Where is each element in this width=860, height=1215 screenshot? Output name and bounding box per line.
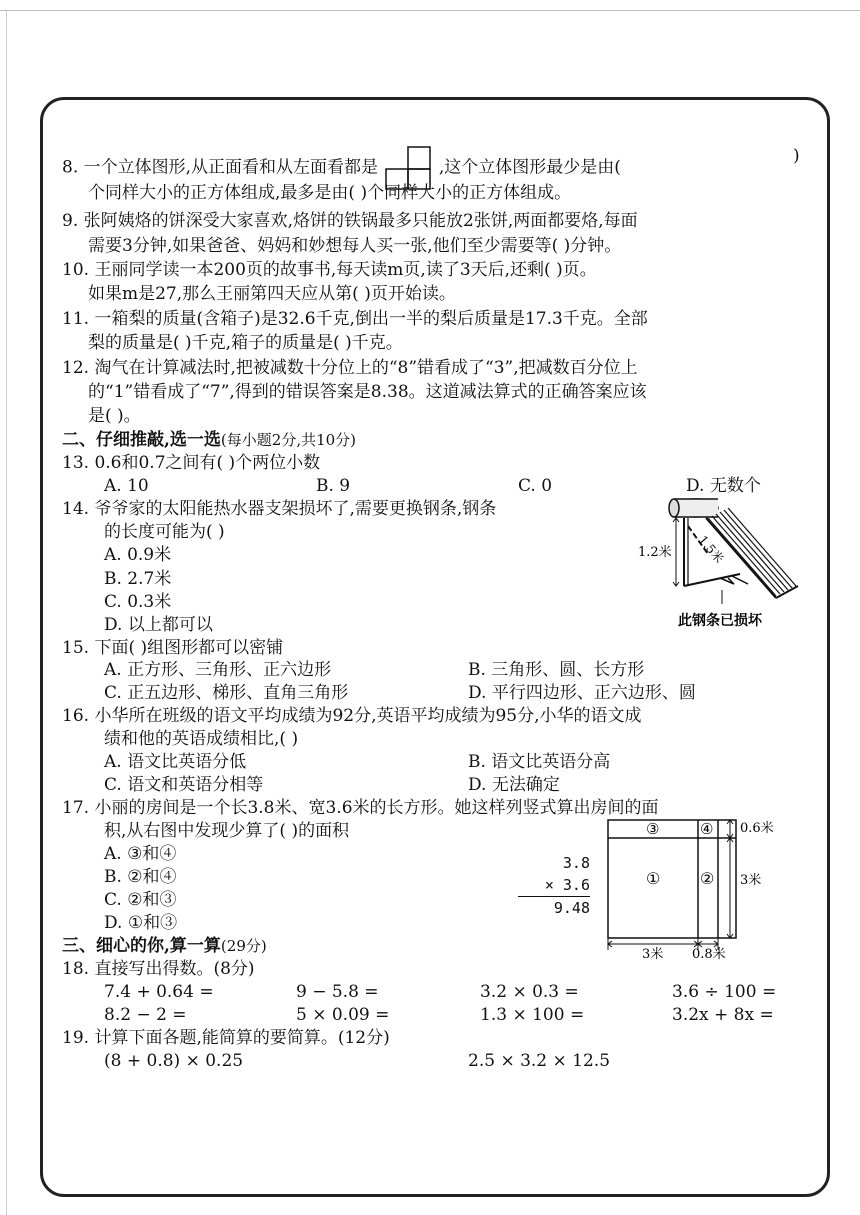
q13-stem: 13. 0.6和0.7之间有( )个两位小数 bbox=[62, 453, 321, 473]
q8-text-a: 8. 一个立体图形,从正面看和从左面看都是 bbox=[62, 157, 379, 178]
q14-option-d: D. 以上都可以 bbox=[104, 615, 213, 635]
section2-score: (每小题2分,共10分) bbox=[220, 431, 357, 449]
q17-vertical-calc bbox=[518, 852, 590, 919]
q13-option-a: A. 10 bbox=[104, 476, 149, 496]
q11-line2: 梨的质量是( )千克,箱子的质量是( )千克。 bbox=[88, 333, 403, 353]
room-area-figure bbox=[600, 812, 800, 960]
section2-title: 二、仔细推敲,选一选 bbox=[62, 430, 221, 450]
q15-option-a: A. 正方形、三角形、正六边形 bbox=[104, 660, 332, 680]
q18-r2-c3: 1.3 × 100 = bbox=[480, 1005, 585, 1025]
dim-bottom-right: 0.8米 bbox=[692, 947, 726, 960]
q13-option-b: B. 9 bbox=[316, 476, 351, 496]
diagonal-label: 1.5米 bbox=[695, 532, 727, 566]
section2-heading bbox=[62, 429, 356, 451]
q16-option-c: C. 语文和英语分相等 bbox=[104, 775, 264, 795]
q17-line2: 积,从右图中发现少算了( )的面积 bbox=[104, 821, 350, 841]
q14-line2: 的长度可能为( ) bbox=[104, 522, 225, 542]
q9-line1: 9. 张阿姨烙的饼深受大家喜欢,烙饼的铁锅最多只能放2张饼,两面都要烙,每面 bbox=[62, 211, 638, 231]
q16-option-d: D. 无法确定 bbox=[468, 775, 560, 795]
q19-item-2: 2.5 × 3.2 × 12.5 bbox=[468, 1051, 611, 1071]
dim-bottom-left: 3米 bbox=[642, 947, 664, 960]
region-3-label: ③ bbox=[646, 820, 660, 838]
calc-top: 3.8 bbox=[562, 854, 590, 872]
q18-r1-c1: 7.4 + 0.64 = bbox=[104, 982, 214, 1002]
q8-text-b: ,这个立体图形最少是由( bbox=[438, 157, 621, 178]
region-2-label: ② bbox=[700, 869, 715, 888]
q14-option-c: C. 0.3米 bbox=[104, 592, 172, 612]
q15-option-d: D. 平行四边形、正六边形、圆 bbox=[468, 683, 696, 703]
q14-option-a: A. 0.9米 bbox=[104, 545, 172, 565]
solar-heater-figure bbox=[636, 494, 806, 634]
q18-r2-c2: 5 × 0.09 = bbox=[296, 1005, 390, 1025]
region-4-label: ④ bbox=[700, 820, 714, 838]
q17-option-d: D. ①和③ bbox=[104, 913, 178, 933]
q16-line1: 16. 小华所在班级的语文平均成绩为92分,英语平均成绩为95分,小华的语文成 bbox=[62, 706, 642, 726]
q18-r2-c4: 3.2x + 8x = bbox=[672, 1005, 774, 1025]
q12-line1: 12. 淘气在计算减法时,把被减数十分位上的“8”错看成了“3”,把减数百分位上 bbox=[62, 358, 638, 378]
section3-heading bbox=[62, 935, 267, 957]
q17-option-c: C. ②和③ bbox=[104, 890, 177, 910]
q14-option-b: B. 2.7米 bbox=[104, 569, 172, 589]
section3-title: 三、细心的你,算一算 bbox=[62, 936, 221, 956]
q11-line1: 11. 一箱梨的质量(含箱子)是32.6千克,倒出一半的梨后质量是17.3千克。全部 bbox=[62, 309, 648, 329]
q15-option-c: C. 正五边形、梯形、直角三角形 bbox=[104, 683, 349, 703]
q16-line2: 绩和他的英语成绩相比,( ) bbox=[104, 729, 299, 749]
broken-bar-caption: 此钢条已损坏 bbox=[678, 613, 762, 629]
q18-r2-c1: 8.2 − 2 = bbox=[104, 1005, 187, 1025]
q18-r1-c3: 3.2 × 0.3 = bbox=[480, 982, 579, 1002]
q8-line2: 个同样大小的正方体组成,最多是由( )个同样大小的正方体组成。 bbox=[88, 183, 572, 203]
q14-line1: 14. 爷爷家的太阳能热水器支架损坏了,需要更换钢条,钢条 bbox=[62, 499, 497, 519]
q17-line1: 17. 小丽的房间是一个长3.8米、宽3.6米的长方形。她这样列竖式算出房间的面 bbox=[62, 798, 659, 818]
dim-right-mid: 3米 bbox=[740, 873, 762, 888]
q16-option-a: A. 语文比英语分低 bbox=[104, 752, 247, 772]
q13-option-d: D. 无数个 bbox=[686, 476, 761, 496]
q10-line1: 10. 王丽同学读一本200页的故事书,每天读m页,读了3天后,还剩( )页。 bbox=[62, 260, 597, 280]
q18-r1-c4: 3.6 ÷ 100 = bbox=[672, 982, 777, 1002]
q10-line2: 如果m是27,那么王丽第四天应从第( )页开始读。 bbox=[88, 284, 456, 304]
q13-option-c: C. 0 bbox=[518, 476, 553, 496]
height-label: 1.2米 bbox=[638, 545, 672, 560]
q18-stem: 18. 直接写出得数。(8分) bbox=[62, 959, 255, 979]
q19-item-1: (8 + 0.8) × 0.25 bbox=[104, 1051, 244, 1071]
q8-paren-close: ) bbox=[793, 146, 800, 166]
q15-option-b: B. 三角形、圆、长方形 bbox=[468, 660, 645, 680]
q12-line2: 的“1”错看成了“7”,得到的错误答案是8.38。这道减法算式的正确答案应该 bbox=[88, 382, 647, 402]
q15-stem: 15. 下面( )组图形都可以密铺 bbox=[62, 638, 284, 658]
q9-line2: 需要3分钟,如果爸爸、妈妈和妙想每人买一张,他们至少需要等( )分钟。 bbox=[88, 236, 622, 256]
q16-option-b: B. 语文比英语分高 bbox=[468, 752, 611, 772]
dim-right-top: 0.6米 bbox=[740, 821, 774, 836]
q18-r1-c2: 9 − 5.8 = bbox=[296, 982, 379, 1002]
calc-result: 9.48 bbox=[518, 896, 590, 919]
region-1-label: ① bbox=[646, 869, 661, 888]
q17-option-b: B. ②和④ bbox=[104, 867, 177, 887]
q17-option-a: A. ③和④ bbox=[104, 844, 177, 864]
calc-multiplier: × 3.6 bbox=[544, 876, 590, 894]
q19-stem: 19. 计算下面各题,能简算的要简算。(12分) bbox=[62, 1028, 390, 1048]
section3-score: (29分) bbox=[220, 937, 267, 955]
q12-line3: 是( )。 bbox=[88, 406, 141, 426]
